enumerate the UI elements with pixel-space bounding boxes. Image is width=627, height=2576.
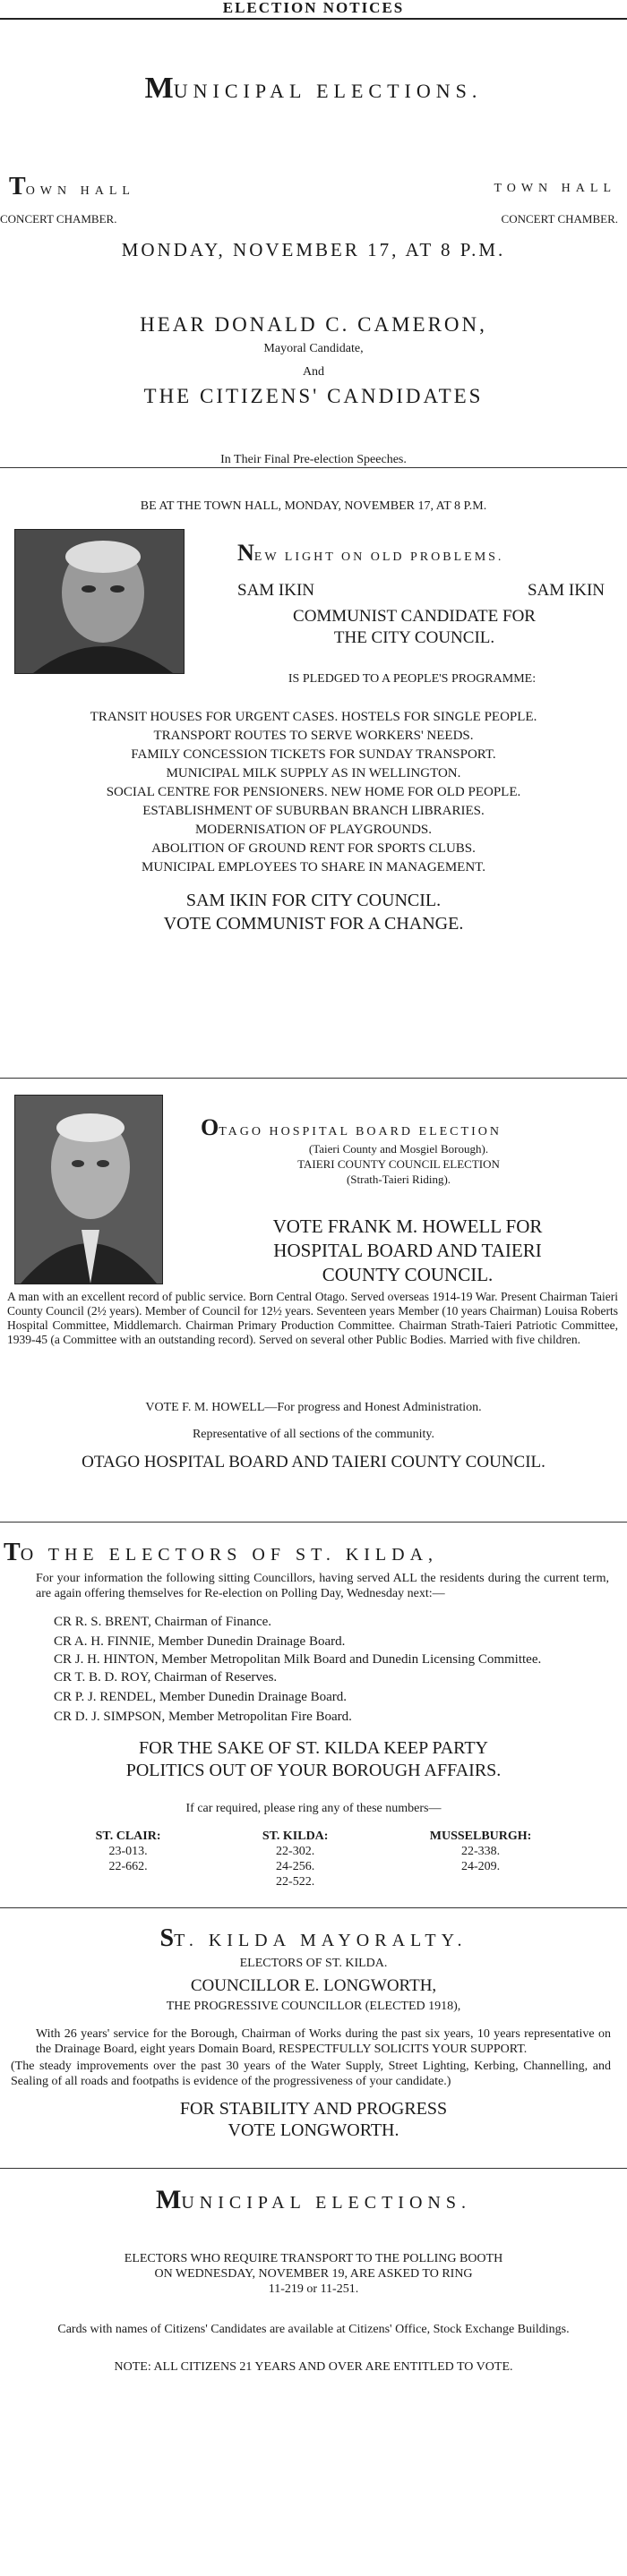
ikin-name-right: SAM IKIN xyxy=(527,581,605,600)
programme-item: SOCIAL CENTRE FOR PENSIONERS. NEW HOME FOR OLD PEOPLE. xyxy=(106,785,521,799)
programme-item: MUNICIPAL MILK SUPPLY AS IN WELLINGTON. xyxy=(166,766,461,780)
phone-col-musselburgh: MUSSELBURGH: 22-338. 24-209. xyxy=(429,1830,532,1873)
ikin-slogans: SAM IKIN FOR CITY COUNCIL. VOTE COMMUNIST FOR A CHANGE. xyxy=(163,891,464,934)
sam-ikin-portrait xyxy=(14,529,185,674)
councillor-list xyxy=(0,1601,627,1727)
transport-block: ELECTORS WHO REQUIRE TRANSPORT TO THE POLLING BOOTH ON WEDNESDAY, NOVEMBER 19, ARE ASKED TO RING 11-219 or 11-251. xyxy=(124,2252,503,2296)
howell-footer: OTAGO HOSPITAL BOARD AND TAIERI COUNTY COUNCIL. xyxy=(82,1453,545,1471)
ikin-candidate: COMMUNIST CANDIDATE FOR THE CITY COUNCIL. xyxy=(293,607,536,647)
venue-left: TOWN HALL xyxy=(9,173,135,200)
and-line: And xyxy=(302,365,325,379)
notice5-lead: ST. KILDA MAYORALTY. xyxy=(159,1924,468,1952)
venue-right-sub: CONCERT CHAMBER. xyxy=(501,212,618,226)
longworth-slogan: FOR STABILITY AND PROGRESS VOTE LONGWORTH. xyxy=(179,2099,448,2140)
programme-list xyxy=(0,708,627,877)
notice-frank-howell xyxy=(0,1079,627,1523)
longworth-body2: (The steady improvements over the past 30 years of the Water Supply, Street Lighting, Kerbing, Channelling, and Sealing of all roads and footpaths is evidence of the progressiveness of your candidate.) xyxy=(11,2060,611,2088)
electors-line: ELECTORS OF ST. KILDA. xyxy=(239,1957,388,1970)
page-header: ELECTION NOTICES xyxy=(0,0,627,20)
pledged-line: IS PLEDGED TO A PEOPLE'S PROGRAMME: xyxy=(288,672,537,686)
longworth-body1: With 26 years' service for the Borough, Chairman of Works during the past six years, 10 years representative on the Drainage Board, eight years Domain Board, RESPECTFULLY SOLICITS YOUR SUPPORT. xyxy=(36,2027,611,2056)
progressive-line: THE PROGRESSIVE COUNCILLOR (ELECTED 1918), xyxy=(166,2000,461,2013)
citizens-line: THE CITIZENS' CANDIDATES xyxy=(143,385,484,407)
venue-row xyxy=(0,106,627,201)
ikin-names xyxy=(237,581,605,601)
notice4-intro: For your information the following sitting Councillors, having served ALL the residents during the current term, are again offering themselves for Re-election on Polling Day, Wednesday next:— xyxy=(36,1572,609,1600)
programme-item: TRANSPORT ROUTES TO SERVE WORKERS' NEEDS. xyxy=(153,729,474,743)
notice2-lead: NEW LIGHT ON OLD PROBLEMS. xyxy=(237,540,504,566)
notice-st-kilda-electors xyxy=(0,1523,627,1908)
ikin-name-left: SAM IKIN xyxy=(237,581,315,600)
howell-representative: Representative of all sections of the community. xyxy=(192,1428,435,1441)
notice-sam-ikin xyxy=(0,468,627,1079)
venue-right: TOWN HALL xyxy=(494,182,616,195)
notice-municipal-transport xyxy=(0,2169,627,2576)
speeches-line: In Their Final Pre-election Speeches. xyxy=(220,453,407,466)
phone-col-st-clair: ST. CLAIR: 23-013. 22-662. xyxy=(95,1830,161,1873)
councillor-item: CR A. H. FINNIE, Member Dunedin Drainage Board. xyxy=(54,1634,346,1649)
phone-col-st-kilda: ST. KILDA: 22-302. 24-256. 22-522. xyxy=(262,1830,329,1889)
councillor-item: CR P. J. RENDEL, Member Dunedin Drainage Board. xyxy=(54,1690,348,1704)
notice3-lead: OTAGO HOSPITAL BOARD ELECTION xyxy=(201,1114,502,1140)
programme-item: FAMILY CONCESSION TICKETS FOR SUNDAY TRANSPORT. xyxy=(131,747,496,762)
programme-item: ESTABLISHMENT OF SUBURBAN BRANCH LIBRARIES. xyxy=(142,804,485,818)
frank-howell-portrait xyxy=(14,1095,163,1284)
st-kilda-slogan: FOR THE SAKE OF ST. KILDA KEEP PARTY POLITICS OUT OF YOUR BOROUGH AFFAIRS. xyxy=(125,1738,502,1780)
programme-item: MODERNISATION OF PLAYGROUNDS. xyxy=(194,823,433,837)
venue-sub-row xyxy=(0,201,627,226)
portrait-photo-icon xyxy=(15,530,184,673)
councillor-item: CR D. J. SIMPSON, Member Metropolitan Fire Board. xyxy=(54,1710,352,1724)
howell-progress: VOTE F. M. HOWELL—For progress and Honest Administration. xyxy=(145,1401,482,1414)
howell-bio: A man with an excellent record of public service. Born Central Otago. Served overseas 1914-19 War. Present Chairman Taieri County Council (2½ years). Member of Council for 12½ years. Seventeen years Member (10 years Chairman) Louisa Roberts Hospital Committee, Middlemarch. Chairman Primary Production Committee. Chairman Strath-Taieri Patriotic Committee, 1939-45 (a Committee with an outstanding record). Served on several other Public Bodies. Married with five children. xyxy=(7,1290,618,1346)
howell-vote: VOTE FRANK M. HOWELL FOR HOSPITAL BOARD AND TAIERI COUNTY COUNCIL. xyxy=(272,1215,543,1285)
note-line: NOTE: ALL CITIZENS 21 YEARS AND OVER ARE ENTITLED TO VOTE. xyxy=(114,2360,513,2374)
be-at-line: BE AT THE TOWN HALL, MONDAY, NOVEMBER 17, AT 8 P.M. xyxy=(140,499,487,513)
notice6-heading: MUNICIPAL ELECTIONS. xyxy=(156,2185,471,2214)
notice3-subs: (Taieri County and Mosgiel Borough). TAIERI COUNTY COUNCIL ELECTION (Strath-Taieri Riding). xyxy=(297,1142,500,1186)
venue-left-sub: CONCERT CHAMBER. xyxy=(0,212,117,226)
mayoral-line: Mayoral Candidate, xyxy=(263,342,364,355)
notice-municipal-town-hall xyxy=(0,20,627,513)
councillor-item: CR J. H. HINTON, Member Metropolitan Milk Board and Dunedin Licensing Committee. xyxy=(54,1652,542,1667)
councillor-item: CR R. S. BRENT, Chairman of Finance. xyxy=(54,1615,272,1629)
notice4-lead: TO THE ELECTORS OF ST. KILDA, xyxy=(4,1539,439,1566)
councillor-item: CR T. B. D. ROY, Chairman of Reserves. xyxy=(54,1670,278,1685)
date-line: MONDAY, NOVEMBER 17, AT 8 P.M. xyxy=(121,239,506,260)
cards-line: Cards with names of Citizens' Candidates are available at Citizens' Office, Stock Exchange Buildings. xyxy=(57,2323,570,2336)
portrait-photo-icon xyxy=(15,1096,162,1284)
notice1-heading: MUNICIPAL ELECTIONS. xyxy=(144,72,483,105)
programme-item: ABOLITION OF GROUND RENT FOR SPORTS CLUBS. xyxy=(151,841,476,856)
phone-table xyxy=(0,1816,627,1889)
car-line: If car required, please ring any of these numbers— xyxy=(185,1802,442,1815)
programme-item: TRANSIT HOUSES FOR URGENT CASES. HOSTELS FOR SINGLE PEOPLE. xyxy=(90,710,537,724)
notice-st-kilda-mayoralty xyxy=(0,1908,627,2169)
councillor-name: COUNCILLOR E. LONGWORTH, xyxy=(190,1976,437,1995)
programme-item: MUNICIPAL EMPLOYEES TO SHARE IN MANAGEMENT. xyxy=(142,860,485,874)
hear-line: HEAR DONALD C. CAMERON, xyxy=(140,313,487,336)
